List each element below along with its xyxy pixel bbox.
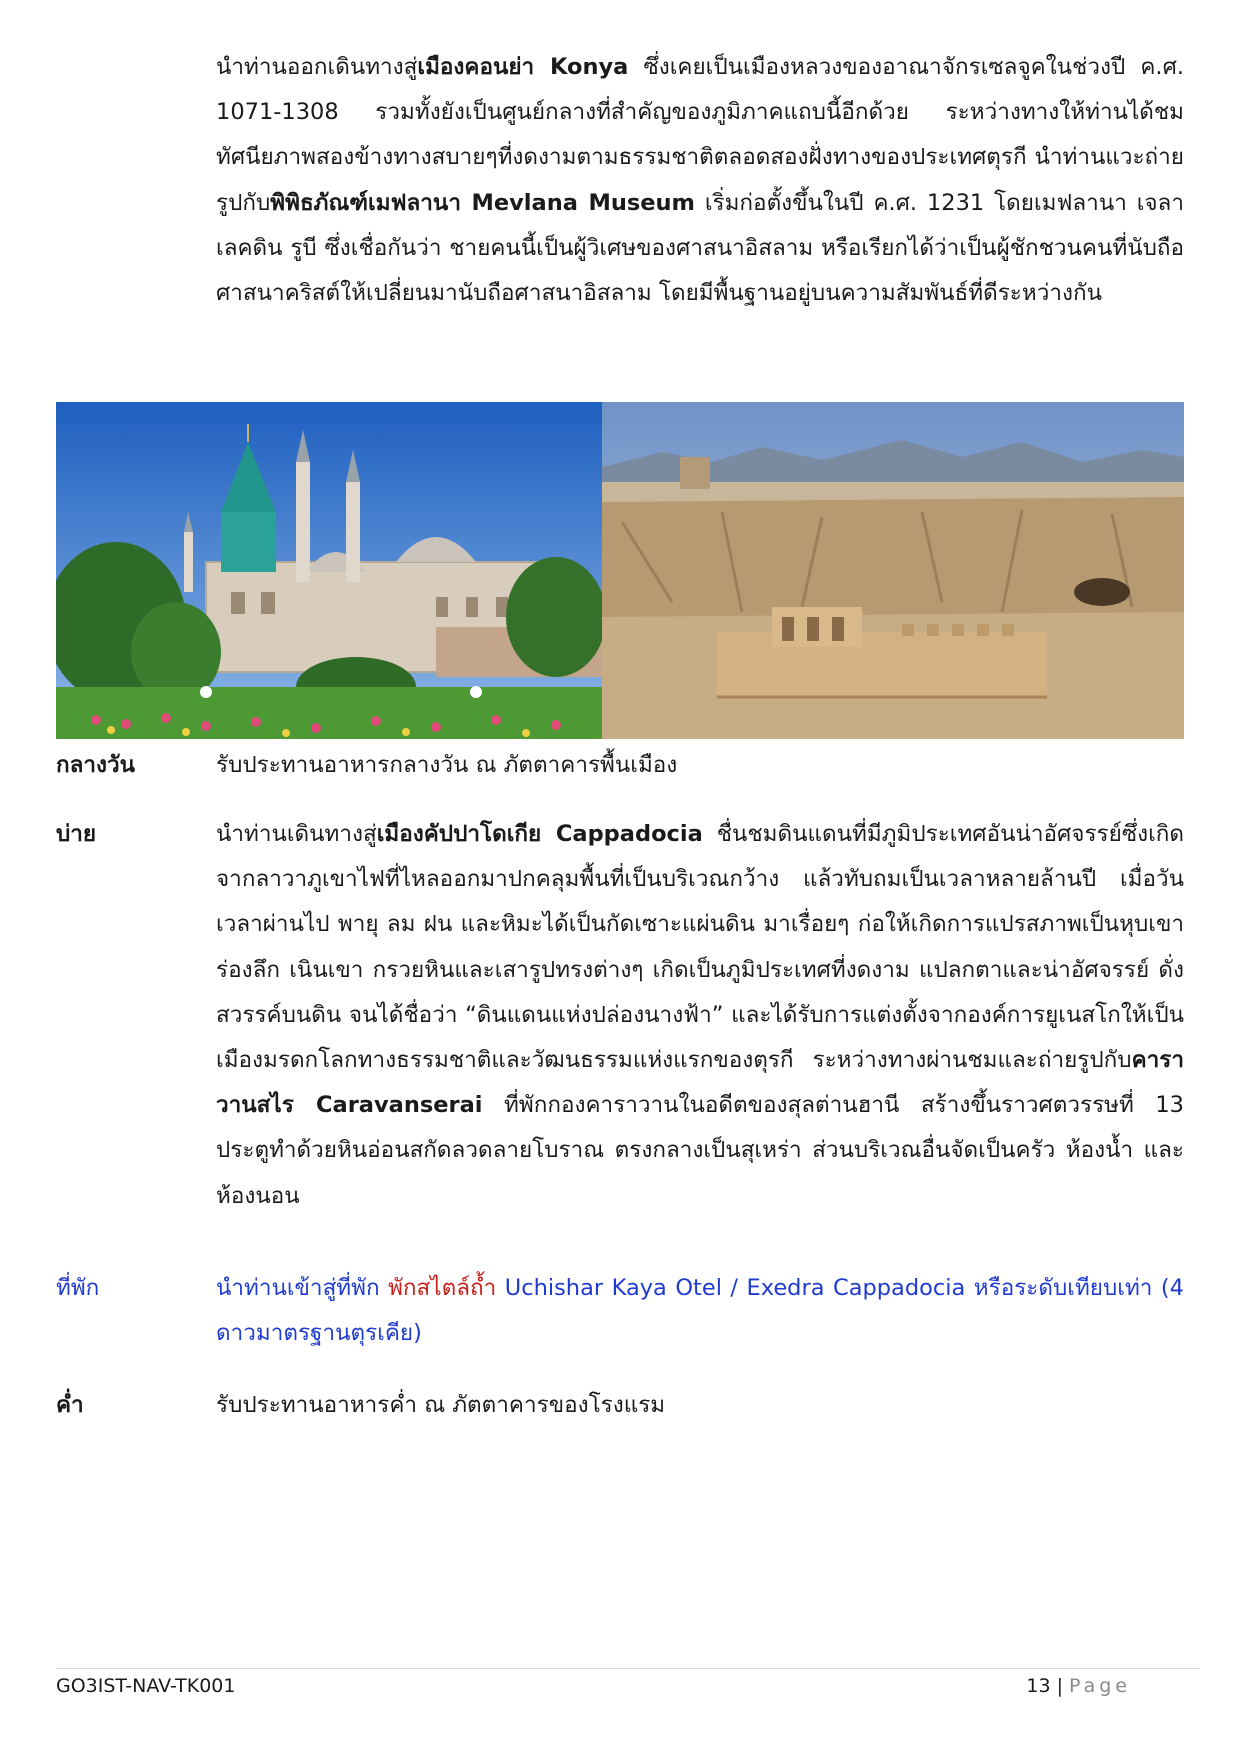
caravanserai-photo	[602, 402, 1184, 739]
lunch-text: รับประทานอาหารกลางวัน ณ ภัตตาคารพื้นเมือง	[216, 752, 678, 778]
page-separator: |	[1056, 1675, 1063, 1697]
cave-style-label: พักสไตล์ถ้ำ	[388, 1275, 497, 1301]
intro-text-2: ซึ่งเคยเป็นเมืองหลวงของอาณาจักรเซลจูคในช่วงปี ค.ศ. 1071-1308 รวมทั้งยังเป็นศูนย์กลางที่สำคัญของภูมิภาคแถบนี้อีกด้วย ระหว่างทางให้ท่านได้ชมทัศนียภาพสองข้างทางสบายๆที่งดงามตามธรรมชาติตลอดสองฝั่งทางของประเทศตุรกี นำท่านแวะถ่ายรูปกับ	[216, 54, 1184, 216]
lunch-label: กลางวัน	[56, 752, 136, 778]
page-number-block	[1026, 1674, 1131, 1698]
intro-text-3: เริ่มก่อตั้งขึ้นในปี ค.ศ. 1231 โดยเมฟลานา เจลาเลคดิน รูบี ซึ่งเชื่อกันว่า ชายคนนี้เป็นผู้วิเศษของศาสนาอิสลาม หรือเรียกได้ว่าเป็นผู้ชักชวนคนที่นับถือศาสนาคริสต์ให้เปลี่ยนมานับถือศาสนาอิสลาม โดยมีพื้นฐานอยู่บนความสัมพันธ์ที่ดีระหว่างกัน	[216, 189, 1184, 307]
page-number: 13	[1026, 1675, 1051, 1697]
hotel-text-2: Uchishar Kaya Otel / Exedra Cappadocia หรือระดับเทียบเท่า (4 ดาวมาตรฐานตุรเคีย)	[216, 1275, 1184, 1347]
mevlana-highlight: พิพิธภัณฑ์เมฟลานา Mevlana Museum	[270, 189, 695, 216]
cappadocia-highlight: เมืองคัปปาโดเกีย Cappadocia	[376, 821, 703, 847]
intro-text-1: นำท่านออกเดินทางสู่	[216, 54, 418, 80]
afternoon-text-1: นำท่านเดินทางสู่	[216, 821, 377, 847]
page-word: Page	[1069, 1675, 1131, 1697]
afternoon-text-2: ชื่นชมดินแดนที่มีภูมิประเทศอันน่าอัศจรรย์ซึ่งเกิดจากลาวาภูเขาไฟที่ไหลออกมาปกคลุมพื้นที่เป็นบริเวณกว้าง แล้วทับถมเป็นเวลาหลายล้านปี เมื่อวันเวลาผ่านไป พายุ ลม ฝน และหิมะได้เป็นกัดเซาะแผ่นดิน มาเรื่อยๆ ก่อให้เกิดการแปรสภาพเป็นหุบเขาร่องลึก เนินเขา กรวยหินและเสารูปทรงต่างๆ เกิดเป็นภูมิประเทศที่งดงาม แปลกตาและน่าอัศจรรย์ ดั่งสวรรค์บนดิน จนได้ชื่อว่า “ดินแดนแห่งปล่องนางฟ้า” และได้รับการแต่งตั้งจากองค์การยูเนสโกให้เป็นเมืองมรดกโลกทางธรรมชาติและวัฒนธรรมแห่งแรกของตุรกี ระหว่างทางผ่านชมและถ่ายรูปกับ	[216, 821, 1185, 1074]
intro-paragraph	[216, 45, 1184, 316]
afternoon-text	[216, 812, 1184, 1219]
document-code: GO3IST-NAV-TK001	[56, 1675, 236, 1697]
caravanserai-highlight: คาราวานสไร Caravanserai	[216, 1047, 1184, 1119]
afternoon-label: บ่าย	[56, 821, 97, 847]
hotel-text	[216, 1266, 1184, 1356]
konya-highlight: เมืองคอนย่า Konya	[417, 54, 629, 80]
mevlana-museum-photo	[56, 402, 602, 739]
hotel-text-1: นำท่านเข้าสู่ที่พัก	[216, 1275, 389, 1301]
dinner-text: รับประทานอาหารค่ำ ณ ภัตตาคารของโรงแรม	[216, 1392, 666, 1418]
afternoon-text-3: ที่พักกองคาราวานในอดีตของสุลต่านฮานี สร้างขึ้นราวศตวรรษที่ 13 ประตูทำด้วยหินอ่อนสกัดลวดลายโบราณ ตรงกลางเป็นสุเหร่า ส่วนบริเวณอื่นจัดเป็นครัว ห้องน้ำ และห้องนอน	[216, 1092, 1184, 1209]
hotel-label: ที่พัก	[56, 1275, 100, 1301]
photo-strip	[56, 402, 1184, 739]
footer-divider	[56, 1668, 1200, 1669]
dinner-label: ค่ำ	[56, 1392, 84, 1418]
